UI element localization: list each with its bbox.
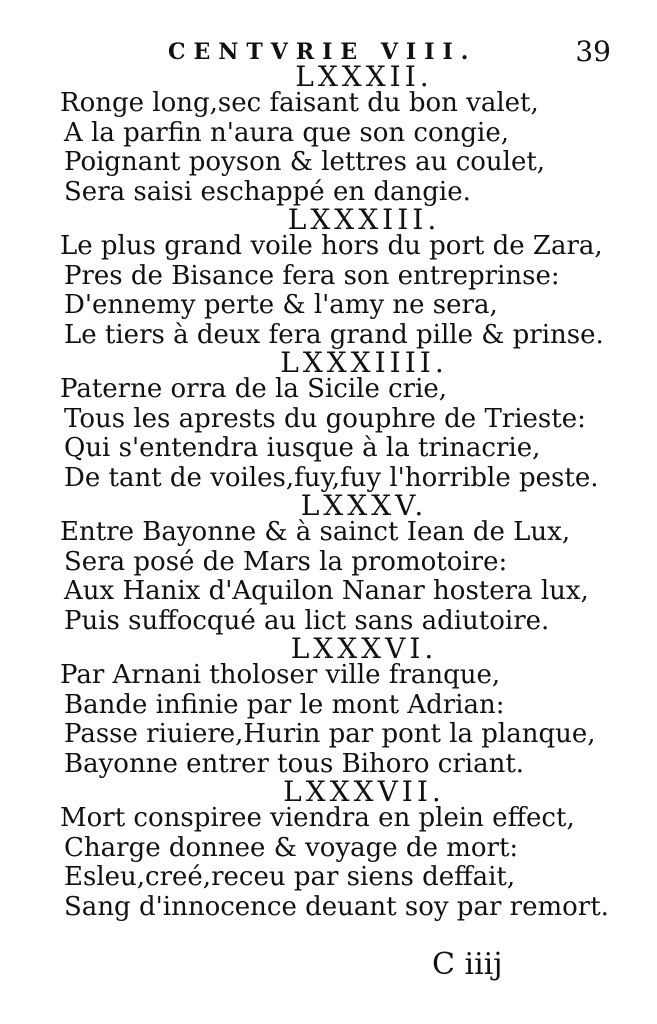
quatrain-number: LXXXVI.	[290, 632, 438, 665]
verse-line: Poignant poyson & lettres au coulet,	[64, 148, 546, 177]
verse-line: Par Arnani tholoser ville franque,	[60, 661, 501, 690]
verse-line: Pres de Bisance fera son entreprinse:	[64, 261, 560, 291]
verse-line: Paterne orra de la Sicile crie,	[60, 375, 448, 404]
running-head: CENTVRIE VIII.	[168, 39, 477, 65]
quatrain-number: LXXXVII.	[283, 775, 445, 808]
verse-line: Tous les aprests du gouphre de Trieste:	[64, 404, 586, 434]
quatrain	[58, 489, 618, 636]
signature-mark: C iiij	[432, 947, 503, 982]
quatrain-number: LXXXIII.	[287, 203, 441, 236]
verse-line: Passe riuiere,Hurin par pont la planque,	[64, 720, 596, 749]
verse-line: D'ennemy perte & l'amy ne sera,	[64, 291, 498, 320]
quatrain-number: LXXXII.	[295, 60, 433, 93]
verse-line: Le tiers à deux fera grand pille & prinse.	[64, 320, 604, 350]
page-number: 39	[575, 35, 611, 68]
verse-line: Le plus grand voile hors du port de Zara,	[60, 232, 603, 261]
quatrain	[58, 203, 618, 350]
verse-line: Bande infinie par le mont Adrian:	[64, 690, 505, 720]
verse-line: De tant de voiles,fuy,fuy l'horrible peste.	[64, 463, 599, 493]
quatrain-number: LXXXV.	[300, 489, 428, 522]
verse-line: Sera posé de Mars la promotoire:	[64, 547, 508, 577]
quatrain-list	[58, 60, 618, 922]
quatrain	[58, 775, 618, 922]
verse-line: Charge donnee & voyage de mort:	[64, 833, 519, 863]
verse-line: Puis suffocqué au lict sans adiutoire.	[64, 606, 550, 636]
verse-line: Esleu,creé,receu par siens deffait,	[64, 863, 516, 892]
quatrain	[58, 60, 618, 207]
quatrain-number: LXXXIIII.	[280, 346, 448, 379]
verse-line: Sang d'innocence deuant soy par remort.	[64, 892, 609, 922]
verse-line: Ronge long,sec faisant du bon valet,	[60, 89, 539, 118]
quatrain	[58, 346, 618, 493]
quatrain	[58, 632, 618, 779]
verse-line: Bayonne entrer tous Bihoro criant.	[64, 749, 525, 779]
verse-line: Entre Bayonne & à sainct Iean de Lux,	[60, 518, 571, 547]
verse-line: Mort conspiree viendra en plein effect,	[60, 804, 575, 833]
verse-line: A la parfin n'aura que son congie,	[64, 118, 509, 148]
verse-line: Sera saisi eschappé en dangie.	[64, 177, 471, 207]
verse-line: Aux Hanix d'Aquilon Nanar hostera lux,	[64, 577, 589, 606]
verse-line: Qui s'entendra iusque à la trinacrie,	[64, 434, 541, 463]
